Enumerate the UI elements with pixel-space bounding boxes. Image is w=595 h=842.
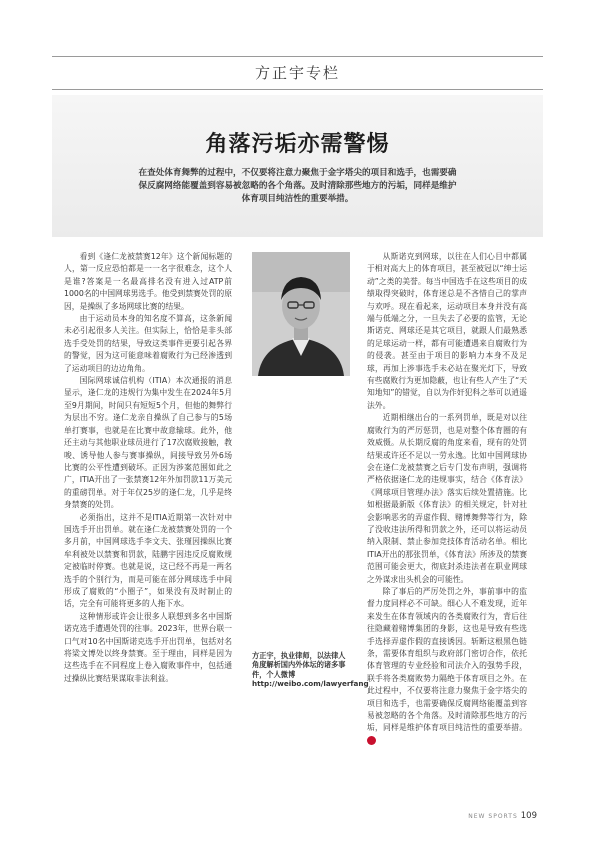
right-text-column: [367, 251, 527, 747]
article-end-mark: N: [367, 736, 376, 745]
paragraph: 必须指出，这并不是ITIA近期第一次针对中国选手开出罚单。就在逢仁龙被禁赛处罚的一个多月前，中国网球选手李文夫、张瑾因操纵比赛牟利被处以禁赛和罚款，陆鹏宇因违反反腐败规定被临时停赛。也就是说，这已经不再是一两名选手的个别行为，而是可能在部分网球选手中间形成了腐败的“小圈子”，如果没有及时制止的话，完全有可能将更多的人拖下水。: [64, 512, 232, 609]
left-text-column: [64, 251, 232, 685]
paragraph: 近期相继出台的一系列罚单，既是对以往腐败行为的严厉惩罚，也是对整个体育圈的有效威慑。从长期反腐的角度来看，现有的处罚结果或许还不足以一劳永逸。比如中国网球协会在逢仁龙被禁赛之后专门发布声明，强调将严格依据逢仁龙的违规事实，结合《体育法》《网球项目管理办法》落实后续处置措施。比如根据最新版《体育法》的相关规定，针对社会影响恶劣的弄虚作假、赌博舞弊等行为，除了没收违法所得和罚款之外，还可以将运动员纳入限制、禁止参加竞技体育活动名单。相比ITIA开出的那张罚单，《体育法》所涉及的禁赛范围可能会更大，彻底封杀违法者在职业网球之外谋求出头机会的可能性。: [367, 413, 527, 584]
magazine-name: NEW SPORTS: [468, 813, 518, 820]
paragraph: [367, 586, 527, 747]
column-title: 方正宇专栏: [254, 64, 340, 82]
paragraph-text: 除了事后的严厉处罚之外，事前事中的监督力度同样必不可缺。细心人不难发现，近年来发生在体育领域内的各类腐败行为，背后往往隐藏着赌博集团的身影，这也是导致有些选手选择弄虚作假的直接诱因。斩断这根黑色链条，需要体育组织与政府部门密切合作，依托体育管理的专业经验和司法介入的强势手段，联手将各类腐败势力隔绝于体育项目之外。在此过程中，不仅要将注意力聚焦于金字塔尖的项目和选手，也需要确保反腐网络能覆盖到容易被忽略的各个角落。及时清除那些地方的污垢，同样是维护体育项目纯洁性的重要举措。: [367, 586, 527, 733]
header-rule-bottom: [52, 89, 543, 90]
paragraph: 看到《逢仁龙被禁赛12年》这个新闻标题的人，第一反应恐怕都是一一名字很难念，这个人是谁?答案是一名最高排名没有进入过ATP前1000名的中国网球男选手。他受到禁赛处罚的原因，是操纵了多场网球比赛的结果。: [64, 252, 232, 311]
paragraph: 由于运动员本身的知名度不算高，这条新闻未必引起很多人关注。但实际上，恰恰是非头部选手受处罚的结果，导致这类事件更要引起各界的警觉，因为这可能意味着腐败行为已经渗透到了运动项目的边边角角。: [64, 314, 232, 373]
author-photo: [252, 252, 350, 376]
article-headline: 角落污垢亦需警惕: [205, 132, 390, 157]
article-lede: 在查处体育舞弊的过程中，不仅要将注意力聚焦于金字塔尖的项目和选手，也需要确保反腐网络能覆盖到容易被忽略的各个角落。及时清除那些地方的污垢，同样是维护体育项目纯洁性的重要举措。: [138, 168, 457, 204]
column-header: [52, 56, 543, 90]
page-number: 109: [520, 811, 537, 821]
page-footer: [468, 811, 537, 821]
paragraph: 这种情形或许会让很多人联想到多名中国斯诺克选手遭遇处罚的往事。2023年，世界台联一口气对10名中国斯诺克选手开出罚单，包括对名将梁文博处以终身禁赛。至于理由，同样是因为这些选手在不同程度上卷入腐败事件中，包括通过操纵比赛结果谋取非法利益。: [64, 611, 232, 683]
headline-banner: [52, 95, 543, 237]
author-portrait-illustration: [252, 252, 350, 376]
header-rule-top: [52, 56, 543, 57]
paragraph: 国际网球诚信机构（ITIA）本次通报的消息显示，逢仁龙的违规行为集中发生在2024年5月至9月期间，时间只有短短5个月，但他的舞弊行为层出不穷。逢仁龙亲自操纵了自己参与的5场单打赛事，也就是在比赛中故意输球。此外，他还主动与其他职业球员进行了17次腐败接触，教唆、诱导他人参与赛事操纵，间接导致另外6场比赛的公平性遭到破坏。正因为涉案范围如此之广，ITIA开出了一张禁赛12年外加罚款11万美元的重磅罚单。对于年仅25岁的逢仁龙，几乎是终身禁赛的处罚。: [64, 376, 232, 510]
paragraph: 从斯诺克到网球，以往在人们心目中都属于相对高大上的体育项目，甚至被冠以“绅士运动”之类的美誉。每当中国选手在这些项目的成绩取得突破时，体育迷总是不吝惜自己的掌声与欢呼。现在看起来，运动项目本身并没有高端与低端之分，一旦失去了必要的监管，无论斯诺克、网球还是其它项目，就跟人们最熟悉的足球运动一样，都有可能遭遇来自腐败行为的侵袭。甚至由于项目的影响力本身不及足球，再加上涉事选手未必站在聚光灯下，导致有些腐败行为更加隐蔽，也让有些人产生了“天知地知”的错觉，自以为作奸犯科之举可以逍遥法外。: [367, 252, 527, 410]
photo-caption: 方正宇，执业律师，以法律人角度解析国内外体坛的诸多事件，个人微博http://weibo.com/lawyerfang: [252, 651, 369, 689]
